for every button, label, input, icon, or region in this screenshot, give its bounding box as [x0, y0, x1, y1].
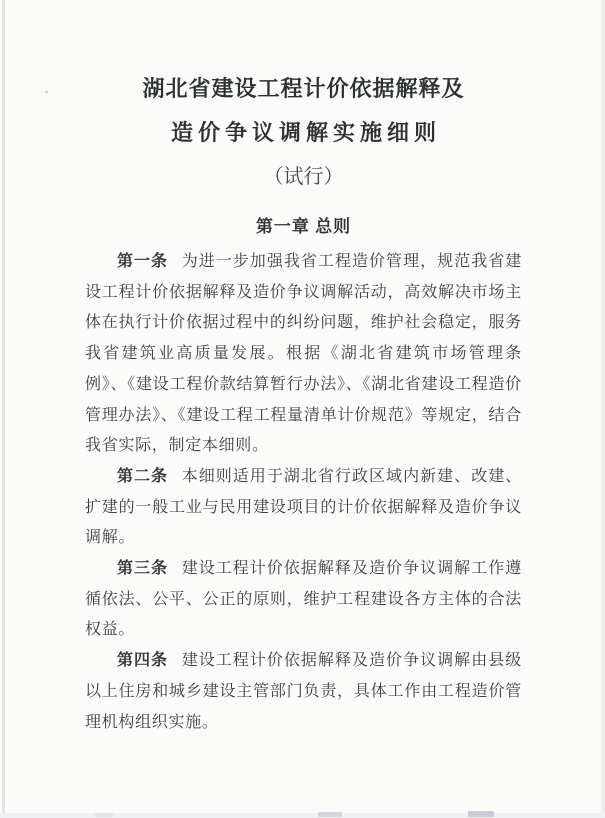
scan-edge-left — [2, 0, 5, 818]
scan-edge-bottom — [0, 813, 605, 818]
article-4-label: 第四条 — [117, 652, 169, 670]
article-1 — [85, 247, 522, 462]
article-3-label: 第三条 — [117, 560, 169, 578]
articles-section — [85, 247, 522, 738]
article-1-text: 为进一步加强我省工程造价管理，规范我省建设工程计价依据解释及造价争议调解活动，高效解决市场主体在执行计价依据过程中的纠纷问题，维护社会稳定，服务我省建筑业高质量发展。根据《湖北省建筑市场管理条例》、《建设工程价款结算暂行办法》、《湖北省建设工程造价管理办法》、《建设工程工程量清单计价规范》等规定，结合我省实际，制定本细则。 — [85, 253, 522, 455]
article-1-label: 第一条 — [117, 253, 169, 270]
article-2 — [85, 462, 522, 554]
document-content — [85, 0, 522, 738]
document-subtitle: （试行） — [263, 166, 344, 188]
article-2-label: 第二条 — [117, 467, 169, 485]
document-title-line-2: 造价争议调解实施细则 — [170, 120, 441, 145]
document-title-line-1: 湖北省建设工程计价依据解释及 — [142, 76, 465, 101]
scan-artifact — [318, 812, 342, 817]
scan-artifact — [95, 813, 113, 817]
article-3-text: 建设工程计价依据解释及造价争议调解工作遵循依法、公平、公正的原则，维护工程建设各方主体的合法权益。 — [85, 560, 522, 639]
article-2-text: 本细则适用于湖北省行政区域内新建、改建、扩建的一般工业与民用建设项目的计价依据解释及造价争议调解。 — [85, 467, 522, 547]
article-4 — [85, 646, 522, 738]
scan-artifact — [468, 811, 494, 817]
article-3 — [85, 554, 522, 646]
scan-speck — [45, 91, 48, 93]
chapter-heading: 第一章 总则 — [255, 217, 352, 236]
scan-edge-right — [601, 0, 605, 818]
article-4-text: 建设工程计价依据解释及造价争议调解由县级以上住房和城乡建设主管部门负责，具体工作由工程造价管理机构组织实施。 — [85, 652, 522, 731]
